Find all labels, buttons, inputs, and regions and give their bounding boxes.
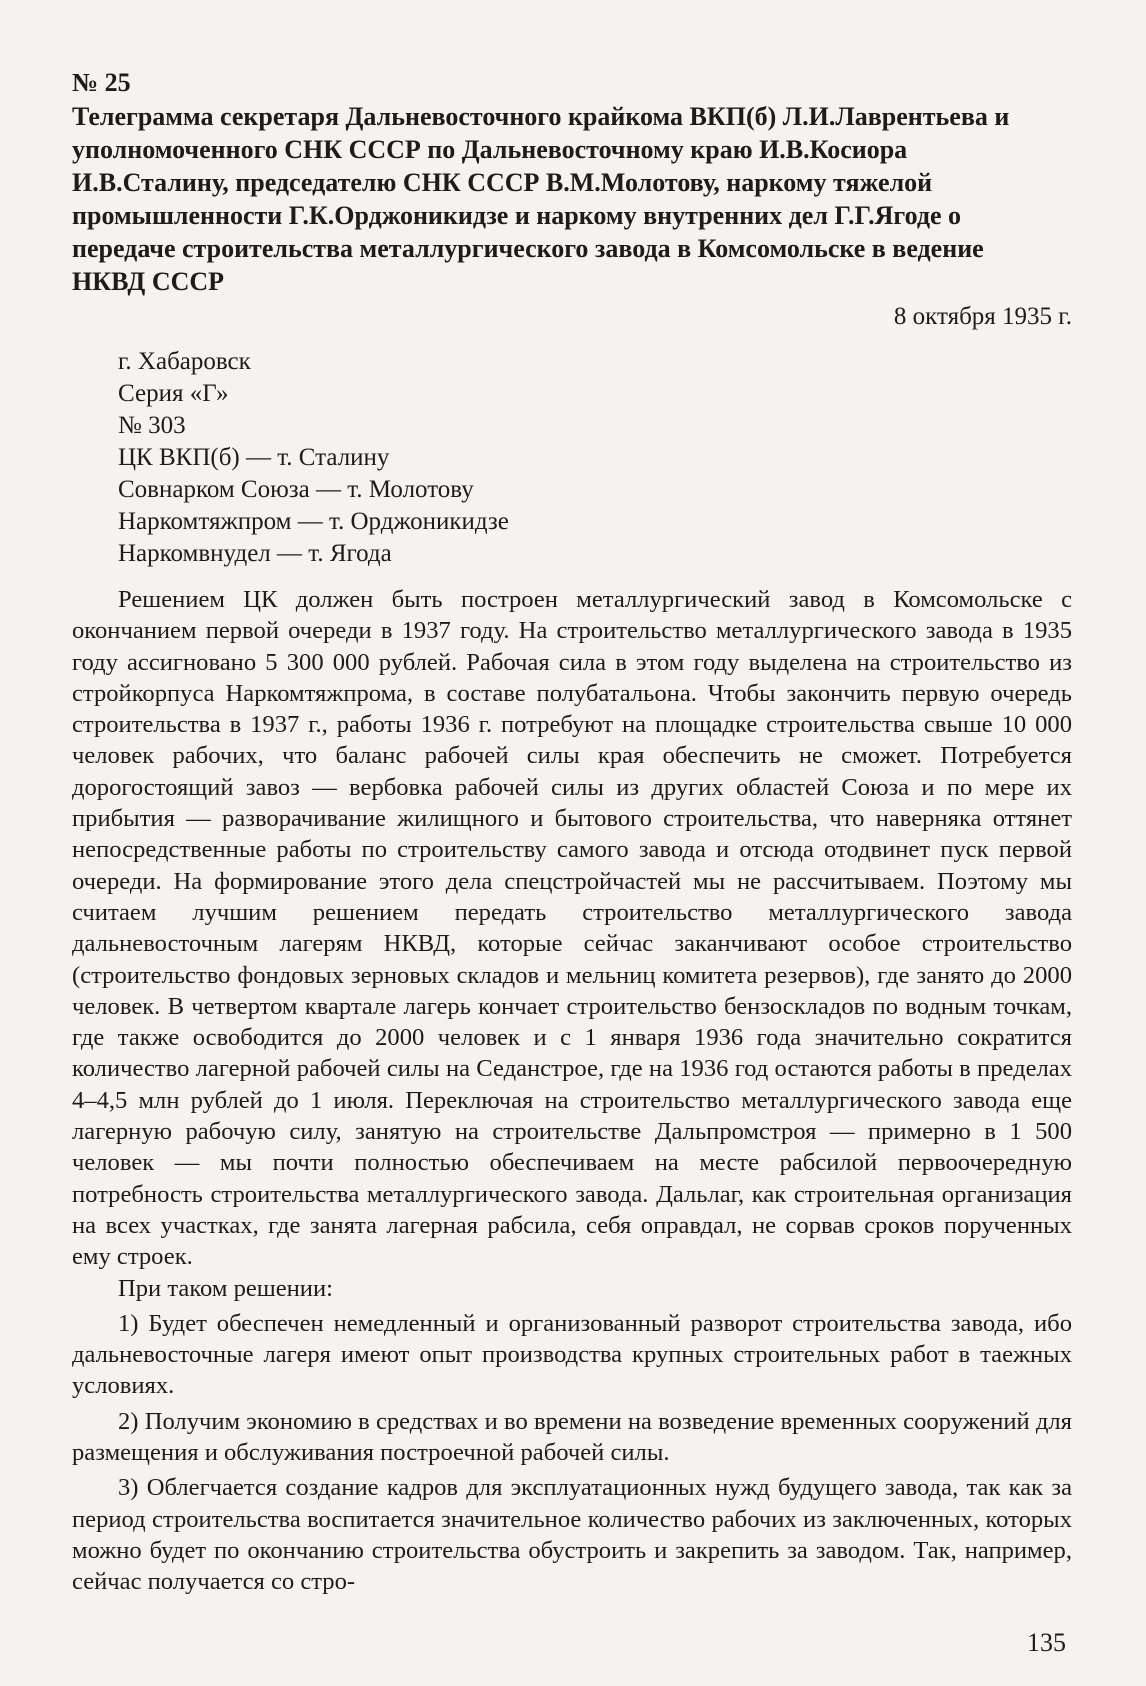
page-number: 135 xyxy=(1027,1628,1066,1657)
telegram-header xyxy=(118,346,1072,570)
place: г. Хабаровск xyxy=(118,348,251,375)
list-item: 2) Получим экономию в средствах и во времени на возведение временных сооружений для размещения и обслуживания построечной рабочей силы. xyxy=(72,1407,1072,1467)
addressee: Совнарком Союза — т. Молотову xyxy=(118,476,474,503)
addressee: Наркомвнудел — т. Ягода xyxy=(118,540,392,567)
document-date: 8 октября 1935 г. xyxy=(893,303,1072,330)
list-item: 1) Будет обеспечен немедленный и организованный разворот строительства завода, ибо дальневосточные лагеря имеют опыт производства крупных строительных работ в таежных условиях. xyxy=(72,1309,1072,1400)
telegram-number: № 303 xyxy=(118,412,186,439)
series: Серия «Г» xyxy=(118,380,229,407)
telegram-body xyxy=(72,584,1072,1598)
addressee: Наркомтяжпром — т. Орджоникидзе xyxy=(118,508,509,535)
list-item: 3) Облегчается создание кадров для эксплуатационных нужд будущего завода, так как за период строительства воспитается значительное количество рабочих из заключенных, которых можно будет по окончанию строительства обустроить и закрепить за заводом. Так, например, сейчас получается со стро- xyxy=(72,1474,1072,1596)
document-title: Телеграмма секретаря Дальневосточного крайкома ВКП(б) Л.И.Лаврентьева и уполномоченного СНК СССР по Дальневосточному краю И.В.Косиора И.В.Сталину, председателю СНК СССР В.М.Молотову, наркому тяжелой промышленности Г.К.Орджоникидзе и наркому внутренних дел Г.Г.Ягоде о передаче строительства металлургического завода в Комсомольске в ведение НКВД СССР xyxy=(72,102,1010,296)
body-paragraph: При таком решении: xyxy=(118,1274,333,1302)
addressee-list xyxy=(118,442,1072,570)
document-number: № 25 xyxy=(72,68,131,97)
document-page xyxy=(72,68,1072,1658)
body-paragraph: Решением ЦК должен быть построен металлургический завод в Комсомольске с окончанием первой очереди в 1937 году. На строительство металлургического завода в 1935 году ассигновано 5 300 000 рублей. Рабочая сила в этом году выделена на строительство из стройкорпуса Наркомтяжпрома, в составе полубатальона. Чтобы закончить первую очередь строительства в 1937 г., работы 1936 г. потребуют на площадке строительства свыше 10 000 человек рабочих, что баланс рабочей силы края обеспечить не сможет. Потребуется дорогостоящий завоз — вербовка рабочей силы из других областей Союза и по мере их прибытия — разворачивание жилищного и бытового строительства, что наверняка оттянет непосредственные работы по строительству самого завода и отсюда отодвинет пуск первой очереди. На формирование этого дела спецстройчастей мы не рассчитываем. Поэтому мы считаем лучшим решением передать строительство металлургического завода дальневосточным лагерям НКВД, которые сейчас заканчивают особое строительство (строительство фондовых зерновых складов и мельниц комитета резервов), где занято до 2000 человек. В четвертом квартале лагерь кончает строительство бензоскладов по водным точкам, где также освободится до 2000 человек и с 1 января 1936 года значительно сократится количество лагерной рабочей силы на Седанстрое, где на 1936 год остаются работы в пределах 4–4,5 млн рублей до 1 июля. Переключая на строительство металлургического завода еще лагерную рабочую силу, занятую на строительстве Дальпромстроя — примерно в 1 500 человек — мы почти полностью обеспечиваем на месте рабсилой первоочередную потребность строительства металлургического завода. Дальлаг, как строительная организация на всех участках, где занята лагерная рабсила, себя оправдал, не сорвав сроков порученных ему строек. xyxy=(72,586,1072,1271)
addressee: ЦК ВКП(б) — т. Сталину xyxy=(118,444,390,471)
